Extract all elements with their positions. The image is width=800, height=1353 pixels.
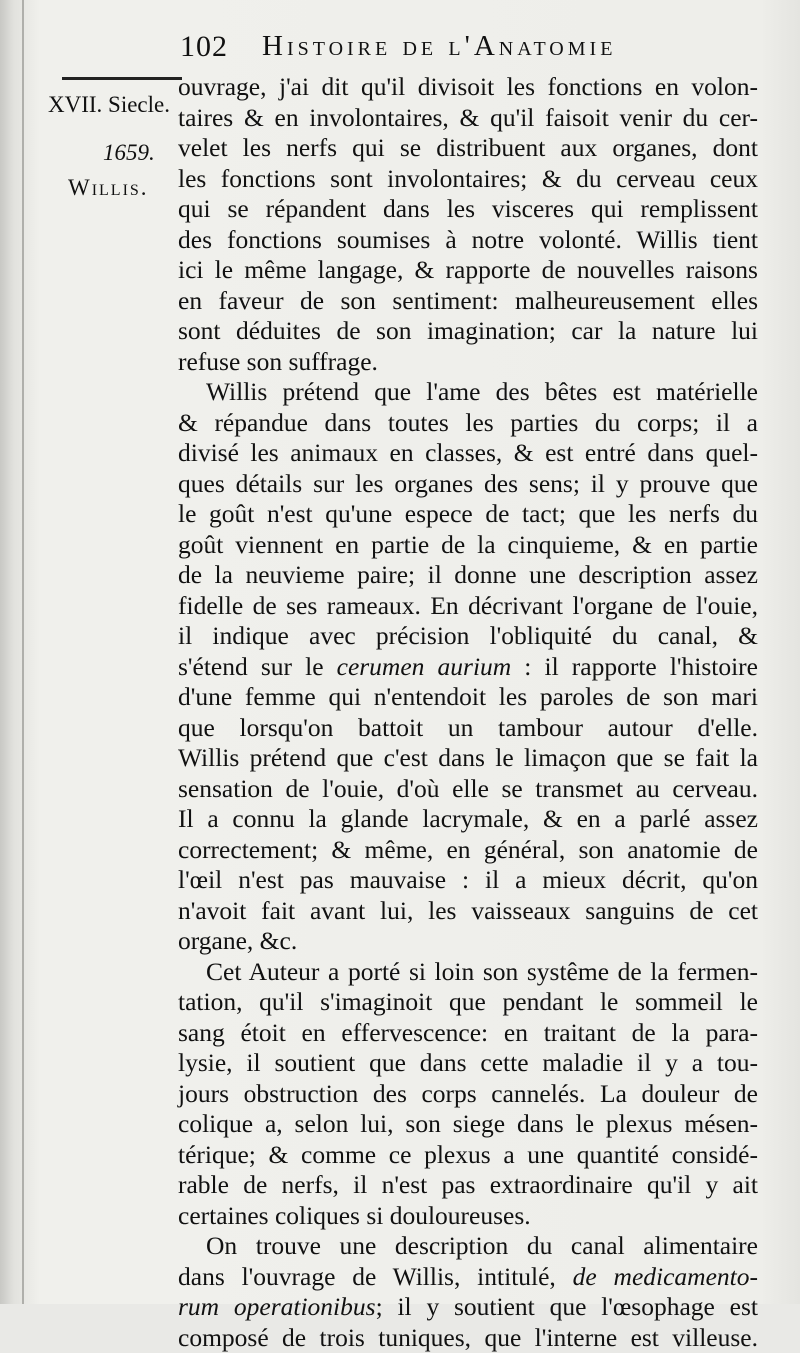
line-text: jours obstruction des corps cannelés. La douleur de	[178, 1079, 758, 1108]
line-text: n'avoit fait avant lui, les vaisseaux sanguins de cet	[178, 896, 758, 925]
text-line	[178, 743, 758, 774]
line-text: térique; & comme ce plexus a une quantité considé-	[178, 1140, 758, 1169]
line-text: Willis prétend que l'ame des bêtes est matérielle	[206, 377, 758, 406]
text-line	[178, 72, 758, 103]
text-line	[178, 469, 758, 500]
line-text: organe, &c.	[178, 926, 297, 955]
line-text: les fonctions sont involontaires; & du cerveau ceux	[178, 164, 758, 193]
line-text: que lorsqu'on battoit un tambour autour d'elle.	[178, 713, 758, 742]
text-line	[178, 316, 758, 347]
running-title: Histoire de l'Anatomie	[262, 30, 616, 63]
text-line	[178, 835, 758, 866]
text-line	[178, 438, 758, 469]
text-line	[178, 560, 758, 591]
line-text: colique a, selon lui, son siege dans le plexus mésen-	[178, 1109, 758, 1138]
line-text: & répandue dans toutes les parties du corps; il a	[178, 408, 758, 437]
line-text: ici le même langage, & rapporte de nouvelles raisons	[178, 255, 758, 284]
margin-note-year: 1659.	[103, 140, 155, 166]
line-text: Cet Auteur a porté si loin son systême de la fermen-	[206, 957, 758, 986]
page-gutter-shadow	[22, 0, 24, 1304]
line-text: l'œil n'est pas mauvaise : il a mieux décrit, qu'on	[178, 865, 758, 894]
page-header	[180, 30, 760, 70]
line-text: d'une femme qui n'entendoit les paroles de son mari	[178, 682, 758, 711]
text-line	[178, 164, 758, 195]
line-text: goût viennent en partie de la cinquieme, & en partie	[178, 530, 758, 559]
text-line	[178, 499, 758, 530]
text-line	[178, 621, 758, 652]
text-line	[178, 1292, 758, 1323]
line-text: taires & en involontaires, & qu'il faisoit venir du cer-	[178, 103, 758, 132]
text-line	[178, 1262, 758, 1293]
text-line	[178, 652, 758, 683]
text-line	[178, 1079, 758, 1110]
line-text: On trouve une description du canal alimentaire	[206, 1231, 758, 1260]
line-text: correctement; & même, en général, son anatomie de	[178, 835, 758, 864]
line-text: il indique avec précision l'obliquité du canal, &	[178, 621, 758, 650]
text-line	[178, 1140, 758, 1171]
text-line	[178, 957, 758, 988]
text-line	[178, 926, 758, 957]
italic-text: de medicamento-	[573, 1262, 758, 1291]
body-text	[178, 72, 758, 1353]
text-line	[178, 1048, 758, 1079]
text-line	[178, 1170, 758, 1201]
text-line	[178, 286, 758, 317]
line-text: tation, qu'il s'imaginoit que pendant le sommeil le	[178, 987, 758, 1016]
line-text: lysie, il soutient que dans cette maladie il y a tou-	[178, 1048, 758, 1077]
line-text: : il rapporte l'histoire	[511, 652, 758, 681]
text-line	[178, 194, 758, 225]
line-text: sensation de l'ouie, d'où elle se transmet au cerveau.	[178, 774, 758, 803]
margin-note-century: XVII. Siecle.	[48, 92, 170, 118]
line-text: ; il y soutient que l'œsophage est	[376, 1292, 758, 1321]
line-text: ques détails sur les organes des sens; il y prouve que	[178, 469, 758, 498]
text-line	[178, 713, 758, 744]
text-line	[178, 1201, 758, 1232]
text-line	[178, 103, 758, 134]
margin-note-author: Willis.	[68, 175, 149, 201]
line-text: le goût n'est qu'une espece de tact; que les nerfs du	[178, 499, 758, 528]
text-line	[178, 408, 758, 439]
text-line	[178, 1231, 758, 1262]
line-text: Il a connu la glande lacrymale, & en a parlé assez	[178, 804, 758, 833]
text-line	[178, 682, 758, 713]
text-line	[178, 591, 758, 622]
line-text: sang étoit en effervescence: en traitant de la para-	[178, 1018, 758, 1047]
text-line	[178, 1018, 758, 1049]
line-text: s'étend sur le	[178, 652, 337, 681]
line-text: en faveur de son sentiment: malheureusement elles	[178, 286, 758, 315]
text-line	[178, 804, 758, 835]
text-line	[178, 987, 758, 1018]
text-line	[178, 774, 758, 805]
text-line	[178, 530, 758, 561]
text-line	[178, 377, 758, 408]
text-line	[178, 255, 758, 286]
line-text: ouvrage, j'ai dit qu'il divisoit les fonctions en volon-	[178, 72, 758, 101]
text-line	[178, 347, 758, 378]
text-line	[178, 1109, 758, 1140]
line-text: dans l'ouvrage de Willis, intitulé,	[178, 1262, 573, 1291]
text-line	[178, 896, 758, 927]
line-text: Willis prétend que c'est dans le limaçon que se fait la	[178, 743, 758, 772]
text-line	[178, 225, 758, 256]
text-line	[178, 865, 758, 896]
margin-rule	[62, 77, 182, 80]
text-line	[178, 133, 758, 164]
italic-text: rum operationibus	[178, 1292, 376, 1321]
line-text: de la neuvieme paire; il donne une description assez	[178, 560, 758, 589]
line-text: composé de trois tuniques, que l'interne est villeuse.	[178, 1323, 758, 1352]
line-text: refuse son suffrage.	[178, 347, 378, 376]
line-text: certaines coliques si douloureuses.	[178, 1201, 531, 1230]
line-text: fidelle de ses rameaux. En décrivant l'organe de l'ouie,	[178, 591, 758, 620]
italic-text: cerumen aurium	[337, 652, 512, 681]
text-line	[178, 1323, 758, 1353]
line-text: qui se répandent dans les visceres qui remplissent	[178, 194, 758, 223]
line-text: des fonctions soumises à notre volonté. Willis tient	[178, 225, 758, 254]
line-text: rable de nerfs, il n'est pas extraordinaire qu'il y ait	[178, 1170, 758, 1199]
line-text: sont déduites de son imagination; car la nature lui	[178, 316, 758, 345]
page-number: 102	[180, 30, 228, 64]
line-text: divisé les animaux en classes, & est entré dans quel-	[178, 438, 758, 467]
line-text: velet les nerfs qui se distribuent aux organes, dont	[178, 133, 758, 162]
